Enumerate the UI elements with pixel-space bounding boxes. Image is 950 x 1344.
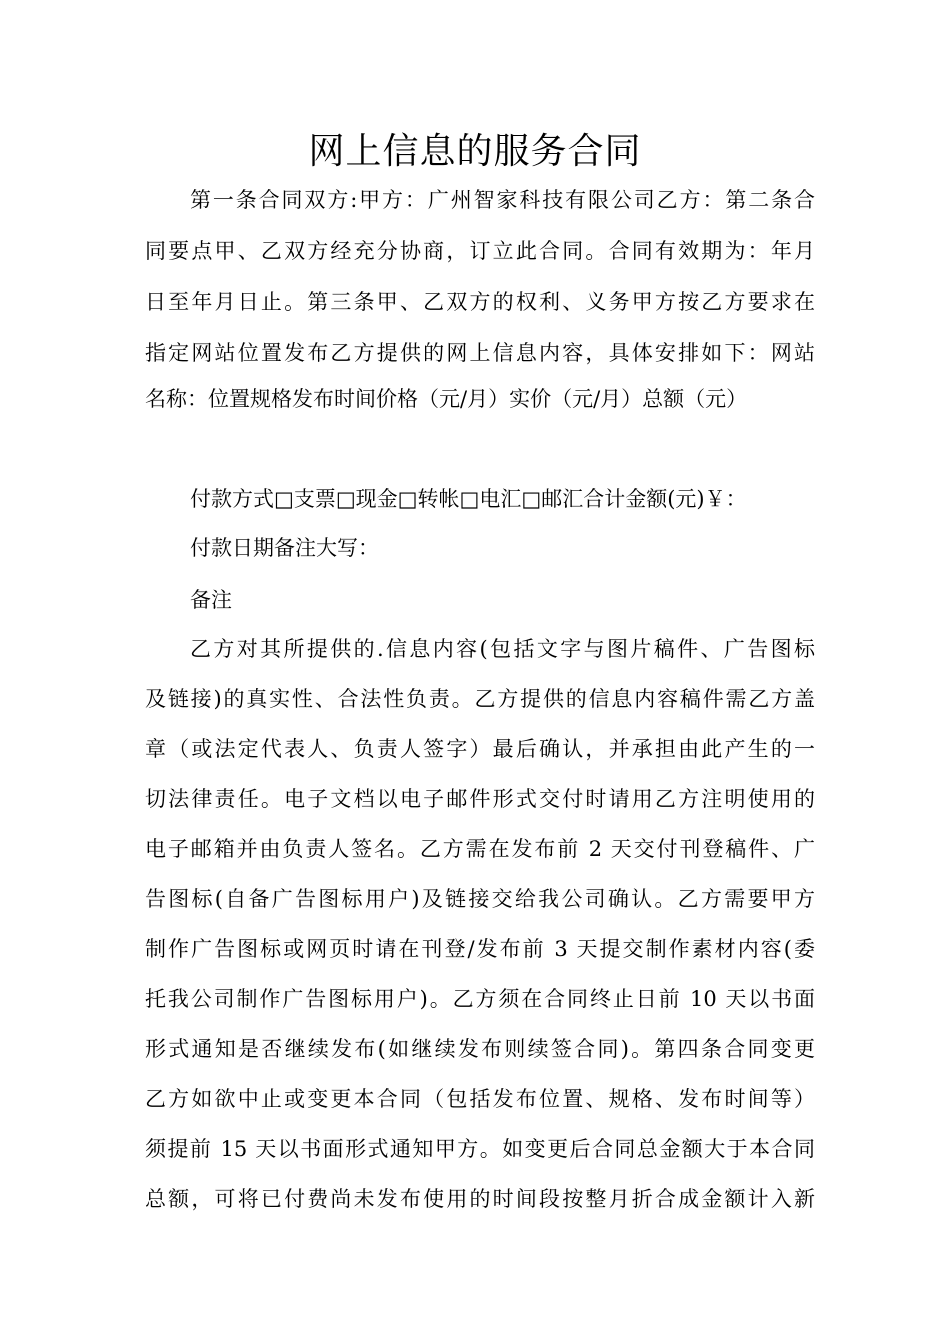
payment-method-line: 付款方式□支票□现金□转帐□电汇□邮汇合计金额(元)￥：: [190, 487, 747, 511]
paragraph-line: 电子邮箱并由负责人签名。乙方需在发布前 2 天交付刊登稿件、广: [145, 837, 815, 861]
paragraph-line: 托我公司制作广告图标用户)。乙方须在合同终止日前 10 天以书面: [145, 987, 815, 1011]
paragraph-line: 同要点甲、乙双方经充分协商，订立此合同。合同有效期为：年月: [145, 239, 815, 263]
paragraph-line: 日至年月日止。第三条甲、乙双方的权利、义务甲方按乙方要求在: [145, 290, 815, 314]
remarks-heading: 备注: [190, 588, 232, 612]
paragraph-line: 告图标(自备广告图标用户)及链接交给我公司确认。乙方需要甲方: [145, 887, 815, 911]
paragraph-line: 须提前 15 天以书面形式通知甲方。如变更后合同总金额大于本合同: [145, 1137, 815, 1161]
paragraph-line: 及链接)的真实性、合法性负责。乙方提供的信息内容稿件需乙方盖: [145, 687, 815, 711]
paragraph-line: 指定网站位置发布乙方提供的网上信息内容，具体安排如下：网站: [145, 341, 815, 365]
paragraph-line: 乙方对其所提供的.信息内容(包括文字与图片稿件、广告图标: [190, 637, 815, 661]
payment-date-line: 付款日期备注大写：: [190, 536, 379, 560]
paragraph-line: 章（或法定代表人、负责人签字）最后确认，并承担由此产生的一: [145, 737, 815, 761]
paragraph-line: 乙方如欲中止或变更本合同（包括发布位置、规格、发布时间等）: [145, 1087, 815, 1111]
paragraph-line: 第一条合同双方:甲方：广州智家科技有限公司乙方：第二条合: [190, 188, 815, 212]
document-title: 网上信息的服务合同: [308, 131, 642, 172]
paragraph-line: 名称：位置规格发布时间价格（元/月）实价（元/月）总额（元）: [145, 387, 748, 411]
paragraph-line: 形式通知是否继续发布(如继续发布则续签合同)。第四条合同变更: [145, 1037, 815, 1061]
paragraph-line: 切法律责任。电子文档以电子邮件形式交付时请用乙方注明使用的: [145, 787, 815, 811]
paragraph-line: 总额，可将已付费尚未发布使用的时间段按整月折合成金额计入新: [145, 1187, 815, 1211]
paragraph-line: 制作广告图标或网页时请在刊登/发布前 3 天提交制作素材内容(委: [145, 937, 815, 961]
